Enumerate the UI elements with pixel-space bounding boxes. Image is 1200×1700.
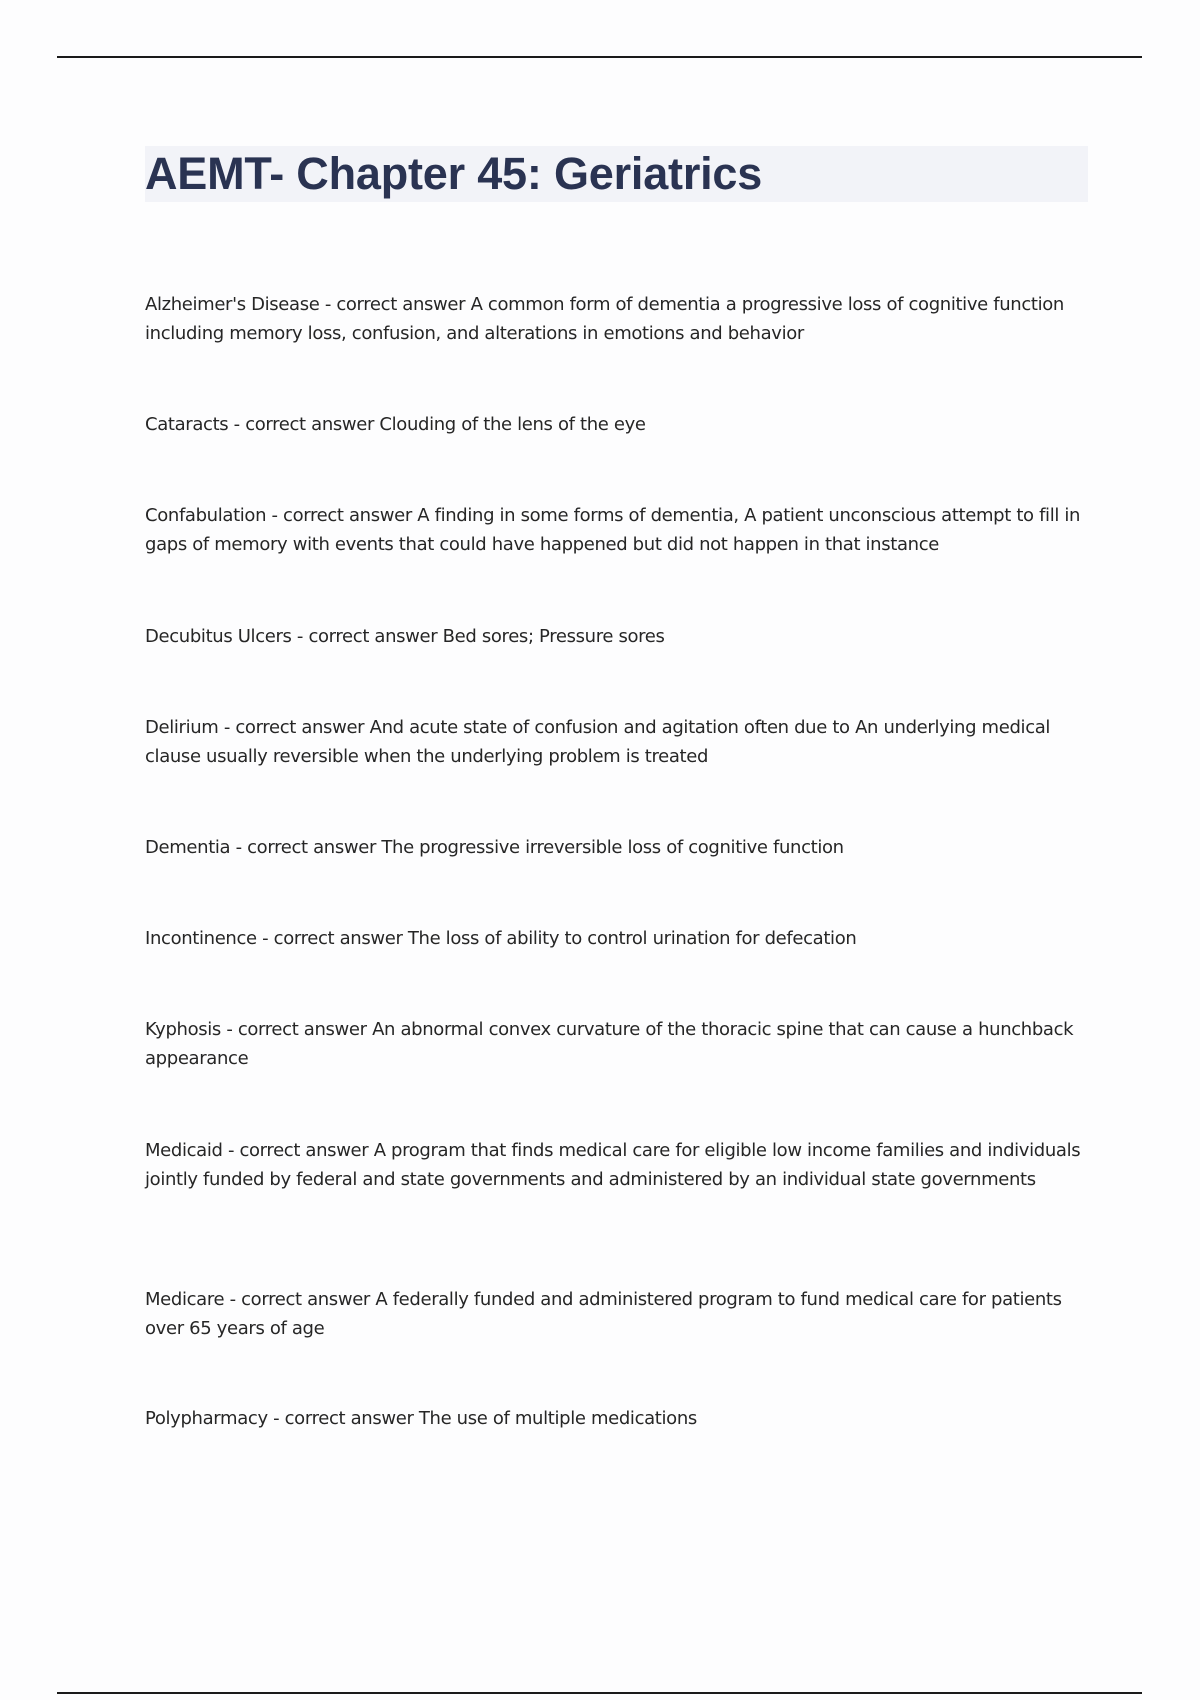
entry-cataracts: Cataracts - correct answer Clouding of the lens of the eye xyxy=(145,414,646,435)
entry-medicare: Medicare - correct answer A federally funded and administered program to fund medical care for patients over 65 years of age xyxy=(145,1289,1062,1339)
entry-confabulation: Confabulation - correct answer A finding in some forms of dementia, A patient unconscious attempt to fill in gaps of memory with events that could have happened but did not happen in that instance xyxy=(145,505,1081,555)
entry-alzheimers-disease: Alzheimer's Disease - correct answer A common form of dementia a progressive loss of cognitive function including memory loss, confusion, and alterations in emotions and behavior xyxy=(145,294,1064,344)
header-rule xyxy=(57,56,1142,58)
entry-dementia: Dementia - correct answer The progressive irreversible loss of cognitive function xyxy=(145,837,844,858)
page-title: AEMT- Chapter 45: Geriatrics xyxy=(145,148,763,199)
entry-kyphosis: Kyphosis - correct answer An abnormal convex curvature of the thoracic spine that can cause a hunchback appearance xyxy=(145,1019,1074,1069)
entry-incontinence: Incontinence - correct answer The loss of ability to control urination for defecation xyxy=(145,928,857,949)
entry-medicaid: Medicaid - correct answer A program that finds medical care for eligible low income families and individuals jointly funded by federal and state governments and administered by an individual state governments xyxy=(145,1140,1081,1190)
entry-decubitus-ulcers: Decubitus Ulcers - correct answer Bed sores; Pressure sores xyxy=(145,626,665,647)
entry-delirium: Delirium - correct answer And acute state of confusion and agitation often due to An underlying medical clause usually reversible when the underlying problem is treated xyxy=(145,717,1051,767)
footer-rule xyxy=(57,1692,1142,1694)
entry-polypharmacy: Polypharmacy - correct answer The use of multiple medications xyxy=(145,1408,697,1429)
